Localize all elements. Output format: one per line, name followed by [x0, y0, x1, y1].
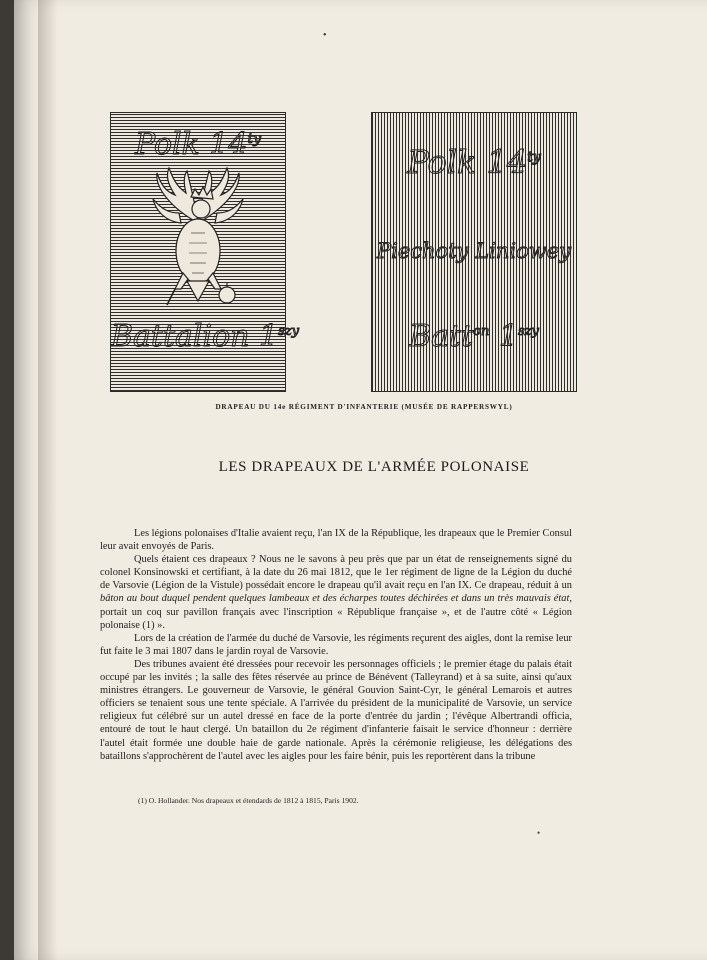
figure-caption: DRAPEAU DU 14e RÉGIMENT D'INFANTERIE (MUSÉE DE RAPPERSWYL) [215, 403, 513, 411]
article-title: LES DRAPEAUX DE L'ARMÉE POLONAISE [218, 459, 530, 475]
paragraph-2: Quels étaient ces drapeaux ? Nous ne le savons à peu près que par un état de renseignements signé du colonel Konsinowski et certifiant, à la date du 26 mai 1812, que le 1er régiment de ligne de la Légion du duché de Varsovie (Légion de la Vistule) possédait encore le drapeau qu'il avait reçu en l'an IX. Ce drapeau, réduit à un bâton au bout duquel pendent quelques lambeaux et des écharpes toutes déchirées et dans un très mauvais état, portait un coq sur pavillon français avec l'inscription « République française », et de l'autre côté « Légion polonaise (1) ». [100, 554, 572, 631]
binding-gutter [38, 0, 58, 960]
paragraph-3: Lors de la création de l'armée du duché de Varsovie, les régiments reçurent des aigles, dont la remise leur fut faite le 3 mai 1807 dans le jardin royal de Varsovie. [100, 632, 572, 657]
stray-mark: • [537, 828, 541, 838]
footnote: (1) O. Hollander. Nos drapeaux et étendards de 1812 à 1815, Paris 1902. [138, 796, 359, 805]
paragraph-4: Des tribunes avaient été dressées pour recevoir les personnages officiels ; le premier étage du palais était occupé par les invités ; la salle des fêtes réservée au prince de Bénévent (Talleyrand) et à sa suite, ainsi qu'aux ministres étrangers. Le gouverneur de Varsovie, le général Gouvion Saint-Cyr, le général Lemarois et autres officiers se tenaient sous une tente spéciale. A l'arrivée du président de la municipalité de Varsovie, un service religieux fut célébré sur un autel dressé en face de la porte d'entrée du jardin ; l'évêque Albertrandi officia, entouré de tout le haut clergé. Un bataillon du 2e régiment d'infanterie faisait le service d'honneur : derrière l'autel était formée une double haie de garde nationale. Après la cérémonie religieuse, les délégations des bataillons s'approchèrent de l'autel avec les aigles pour les faire bénir, puis les reportèrent dans la tribune [100, 658, 572, 762]
paragraph-1: Les légions polonaises d'Italie avaient reçu, l'an IX de la République, les drapeaux que le Premier Consul leur avait envoyés de Paris. [100, 528, 572, 553]
flag-right-illustration [371, 112, 577, 392]
flag-right-line1: Polk $14^{ty}$ [407, 143, 541, 181]
flag-left-line1: Polk $14^{ty}$ [134, 127, 262, 162]
article-body [100, 527, 572, 763]
flag-left-line2: Battalion $1^{szy}$ [111, 319, 299, 354]
flag-right-line3: Batt$^{on}$ $1^{szy}$ [409, 319, 539, 354]
flag-left-illustration [110, 112, 299, 392]
document-page [14, 0, 707, 960]
page-mark: • [323, 30, 327, 41]
flag-right-line2: Piechoty Liniowey [377, 239, 571, 263]
